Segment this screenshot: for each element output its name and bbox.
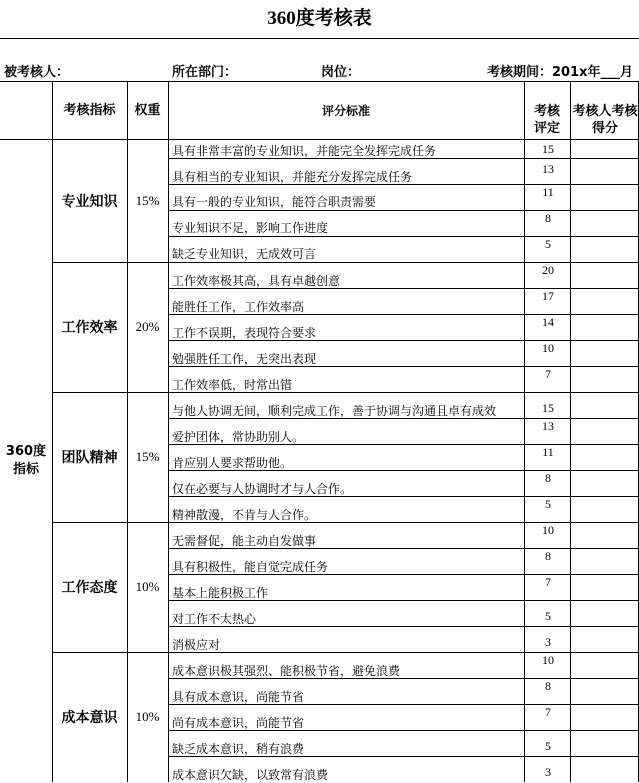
criteria-text: 缺乏成本意识，稍有浪费 <box>172 742 305 756</box>
table-border <box>52 81 53 782</box>
rating-value: 15 <box>542 401 554 415</box>
rating-value: 10 <box>542 523 554 537</box>
rating-value: 5 <box>545 739 551 753</box>
rating-value: 13 <box>542 419 554 433</box>
rating-value: 15 <box>542 142 554 156</box>
rating-value: 7 <box>545 575 551 589</box>
rating-value: 3 <box>545 765 551 779</box>
row-divider <box>168 366 639 367</box>
criteria-text: 工作效率低，时常出错 <box>172 378 293 392</box>
rating-value: 13 <box>542 162 554 176</box>
header-criteria: 评分标准 <box>321 103 370 118</box>
row-divider <box>168 236 639 237</box>
rating-value: 11 <box>542 185 554 199</box>
page-title: 360度考核表 <box>267 8 372 29</box>
row-divider <box>168 756 639 757</box>
criteria-text: 无需督促，能主动自发做事 <box>172 534 317 548</box>
rating-value: 17 <box>542 289 554 303</box>
category-name: 工作态度 <box>61 580 118 596</box>
rating-value: 3 <box>545 635 551 649</box>
rating-value: 11 <box>542 445 554 459</box>
table-border <box>52 262 639 263</box>
criteria-text: 能胜任工作，工作效率高 <box>172 300 305 314</box>
period-label: 考核期间：201x年___月 <box>486 65 633 80</box>
row-divider <box>168 574 639 575</box>
category-weight: 10% <box>135 579 160 594</box>
rating-value: 8 <box>545 679 551 693</box>
table-border <box>0 38 639 39</box>
info-bar <box>0 59 639 81</box>
table-border <box>52 522 639 523</box>
table-border <box>127 81 128 782</box>
table-border <box>52 392 639 393</box>
table-border <box>52 652 639 653</box>
category-name: 工作效率 <box>61 320 118 336</box>
rating-value: 10 <box>542 653 554 667</box>
rating-value: 20 <box>542 263 554 277</box>
category-name: 专业知识 <box>61 194 118 210</box>
row-divider <box>168 678 639 679</box>
row-divider <box>168 730 639 731</box>
criteria-text: 具有非常丰富的专业知识，并能完全发挥完成任务 <box>172 144 437 158</box>
rating-value: 8 <box>545 471 551 485</box>
row-divider <box>168 548 639 549</box>
rating-value: 5 <box>545 497 551 511</box>
rating-value: 7 <box>545 367 551 381</box>
row-divider <box>168 600 639 601</box>
examinee-label: 被考核人： <box>4 65 70 80</box>
rating-value: 10 <box>542 341 554 355</box>
table-border <box>570 81 571 782</box>
criteria-text: 精神散漫，不肯与人合作。 <box>172 508 317 522</box>
row-divider <box>168 158 639 159</box>
criteria-text: 爱护团体，常协助别人。 <box>172 430 305 444</box>
category-weight: 10% <box>135 709 160 724</box>
rating-value: 8 <box>545 211 551 225</box>
criteria-text: 具有相当的专业知识，并能充分发挥完成任务 <box>172 170 413 184</box>
criteria-text: 与他人协调无间，顺利完成工作，善于协调与沟通且卓有成效 <box>172 404 497 418</box>
header-rating: 考核评定 <box>533 104 560 136</box>
row-divider <box>168 444 639 445</box>
group-label: 360度指标 <box>5 444 47 477</box>
criteria-text: 工作不误期，表现符合要求 <box>172 326 317 340</box>
header-score: 考核人考核得分 <box>572 104 638 136</box>
criteria-text: 成本意识极其强烈、能积极节省，避免浪费 <box>172 664 401 678</box>
row-divider <box>168 704 639 705</box>
criteria-text: 具有一般的专业知识，能符合职责需要 <box>172 195 377 209</box>
criteria-text: 具有积极性，能自觉完成任务 <box>172 560 329 574</box>
table-border <box>524 81 525 782</box>
table-border <box>168 81 169 782</box>
rating-value: 5 <box>545 609 551 623</box>
criteria-text: 工作效率极其高，具有卓越创意 <box>172 274 341 288</box>
rating-value: 5 <box>545 237 551 251</box>
criteria-text: 肯应别人要求帮助他。 <box>172 456 293 470</box>
criteria-text: 专业知识不足，影响工作进度 <box>172 221 329 235</box>
criteria-text: 对工作不太热心 <box>172 612 257 626</box>
row-divider <box>168 626 639 627</box>
category-name: 成本意识 <box>61 710 118 726</box>
criteria-text: 基本上能积极工作 <box>172 586 269 600</box>
rating-value: 7 <box>545 705 551 719</box>
criteria-text: 消极应对 <box>172 638 221 652</box>
category-weight: 15% <box>135 449 160 464</box>
header-weight: 权重 <box>134 102 161 118</box>
category-name: 团队精神 <box>61 450 118 466</box>
header-indicator: 考核指标 <box>63 102 116 118</box>
criteria-text: 仅在必要与人协调时才与人合作。 <box>172 482 353 496</box>
criteria-text: 缺乏专业知识，无成效可言 <box>172 247 317 261</box>
row-divider <box>168 340 639 341</box>
criteria-text: 尚有成本意识，尚能节省 <box>172 716 305 730</box>
department-label: 所在部门： <box>172 65 238 80</box>
row-divider <box>168 184 639 185</box>
row-divider <box>168 314 639 315</box>
rating-value: 8 <box>545 549 551 563</box>
category-weight: 15% <box>135 193 160 208</box>
row-divider <box>168 418 639 419</box>
criteria-text: 具有成本意识，尚能节省 <box>172 690 305 704</box>
row-divider <box>168 496 639 497</box>
position-label: 岗位： <box>321 65 361 80</box>
row-divider <box>168 470 639 471</box>
criteria-text: 勉强胜任工作，无突出表现 <box>172 352 317 366</box>
row-divider <box>168 210 639 211</box>
category-weight: 20% <box>135 319 160 334</box>
rating-value: 14 <box>542 315 554 329</box>
table-border <box>0 81 639 82</box>
criteria-text: 成本意识欠缺，以致常有浪费 <box>172 768 329 782</box>
table-border <box>0 139 639 140</box>
row-divider <box>168 288 639 289</box>
